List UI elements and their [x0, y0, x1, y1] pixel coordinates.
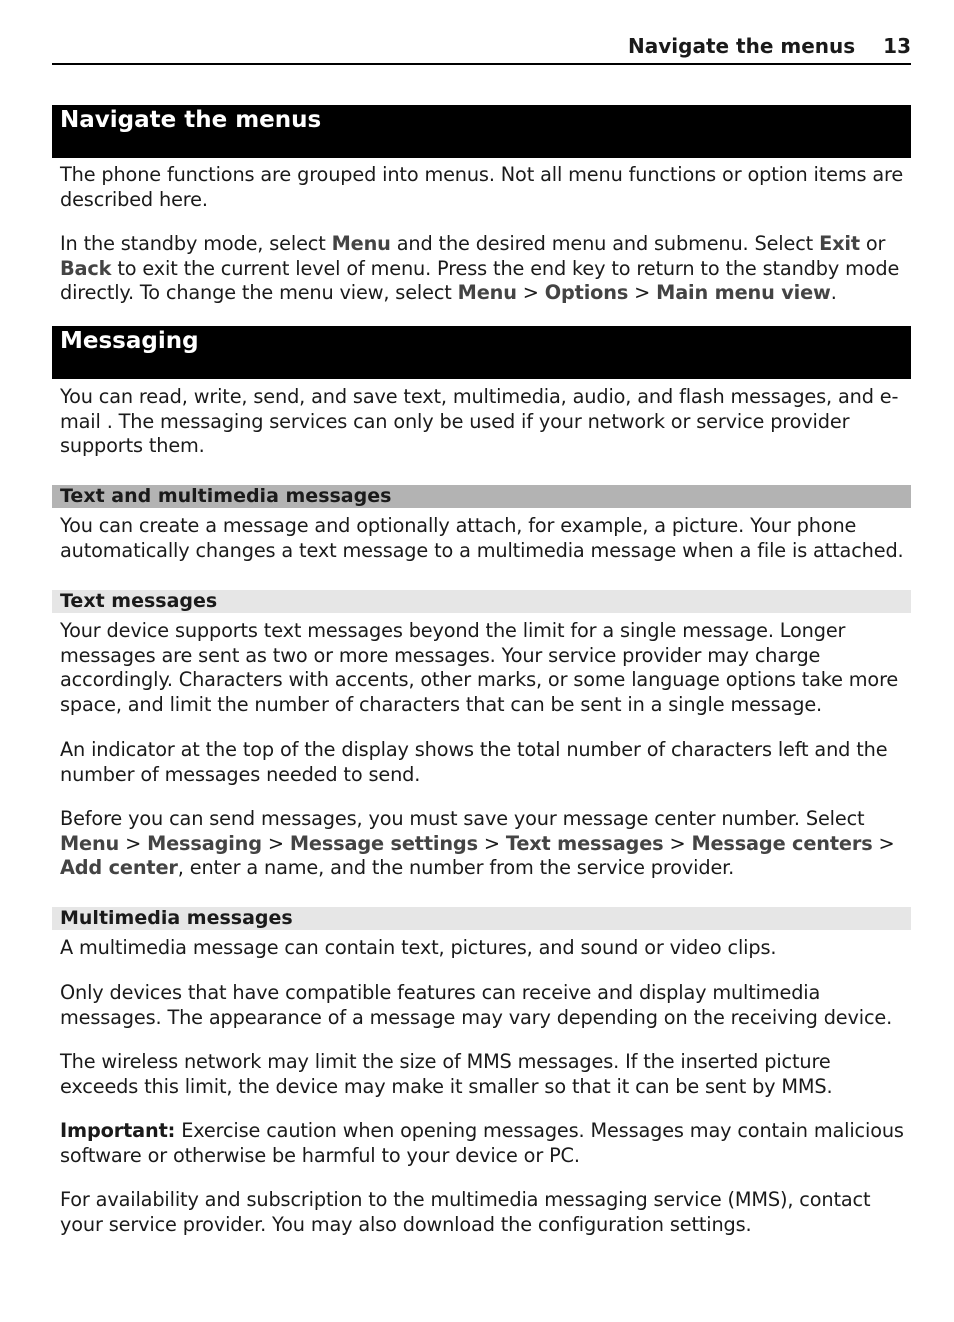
path-messaging: Messaging — [147, 831, 262, 855]
path-message-centers: Message centers — [691, 831, 873, 855]
path-add-center: Add center — [60, 856, 178, 880]
messaging-intro: You can read, write, send, and save text, multimedia, audio, and flash messages, and e-mail . The messaging services can only be used if your network or service provider supports them. — [60, 385, 899, 458]
subheading-multimedia-messages: Multimedia messages — [52, 907, 911, 930]
page-number: 13 — [883, 34, 911, 58]
text-messages-paragraph-2: An indicator at the top of the display shows the total number of characters left and the number of messages needed to send. — [60, 738, 888, 786]
nav-paragraph-2: In the standby mode, select Menu and the desired menu and submenu. Select Exit or Back to exit the current level of menu. Press the end key to return to the standby mode directly. To change the menu view, select Menu > Options > Main menu view. — [60, 232, 900, 305]
ui-term-exit: Exit — [819, 232, 860, 255]
multimedia-paragraph-1: A multimedia message can contain text, pictures, and sound or video clips. — [60, 936, 777, 959]
text-messages-paragraph-1: Your device supports text messages beyond the limit for a single message. Longer messages are sent as two or more messages. Your service provider may charge accordingly. Characters with accents, other marks, or some language options take more space, and limit the number of characters that can be sent in a single message. — [60, 619, 899, 717]
text-multimedia-paragraph: You can create a message and optionally attach, for example, a picture. Your phone automatically changes a text message to a multimedia message when a file is attached. — [60, 514, 904, 562]
subheading-text-multimedia: Text and multimedia messages — [52, 485, 911, 508]
path-menu: Menu — [60, 831, 120, 855]
multimedia-paragraph-5: For availability and subscription to the multimedia messaging service (MMS), contact your service provider. You may also download the configuration settings. — [60, 1188, 871, 1236]
important-note: Important: Exercise caution when opening messages. Messages may contain malicious software or otherwise be harmful to your device or PC. — [60, 1119, 904, 1167]
path-main-menu-view: Main menu view — [656, 281, 831, 305]
section-heading-messaging: Messaging — [52, 326, 911, 379]
ui-term-menu: Menu — [331, 232, 391, 255]
nav-paragraph-1: The phone functions are grouped into menus. Not all menu functions or option items are described here. — [60, 163, 904, 211]
multimedia-paragraph-2: Only devices that have compatible features can receive and display multimedia messages. The appearance of a message may vary depending on the receiving device. — [60, 981, 893, 1029]
path-message-settings: Message settings — [289, 831, 478, 855]
path-menu: Menu — [457, 281, 517, 305]
path-text-messages: Text messages — [505, 831, 664, 855]
subheading-text-messages: Text messages — [52, 590, 911, 613]
running-header — [628, 34, 911, 58]
ui-term-back: Back — [60, 256, 112, 280]
text-messages-paragraph-3: Before you can send messages, you must save your message center number. Select Menu > Messaging > Message settings > Text messages > Message centers > Add center, enter a name, and the number from the service provider. — [60, 807, 895, 880]
path-options: Options — [544, 281, 629, 305]
running-header-title: Navigate the menus — [628, 34, 856, 58]
section-heading-navigate: Navigate the menus — [52, 105, 911, 158]
header-rule — [52, 63, 911, 65]
multimedia-paragraph-3: The wireless network may limit the size of MMS messages. If the inserted picture exceeds this limit, the device may make it smaller so that it can be sent by MMS. — [60, 1050, 833, 1098]
important-label: Important: — [60, 1119, 176, 1142]
